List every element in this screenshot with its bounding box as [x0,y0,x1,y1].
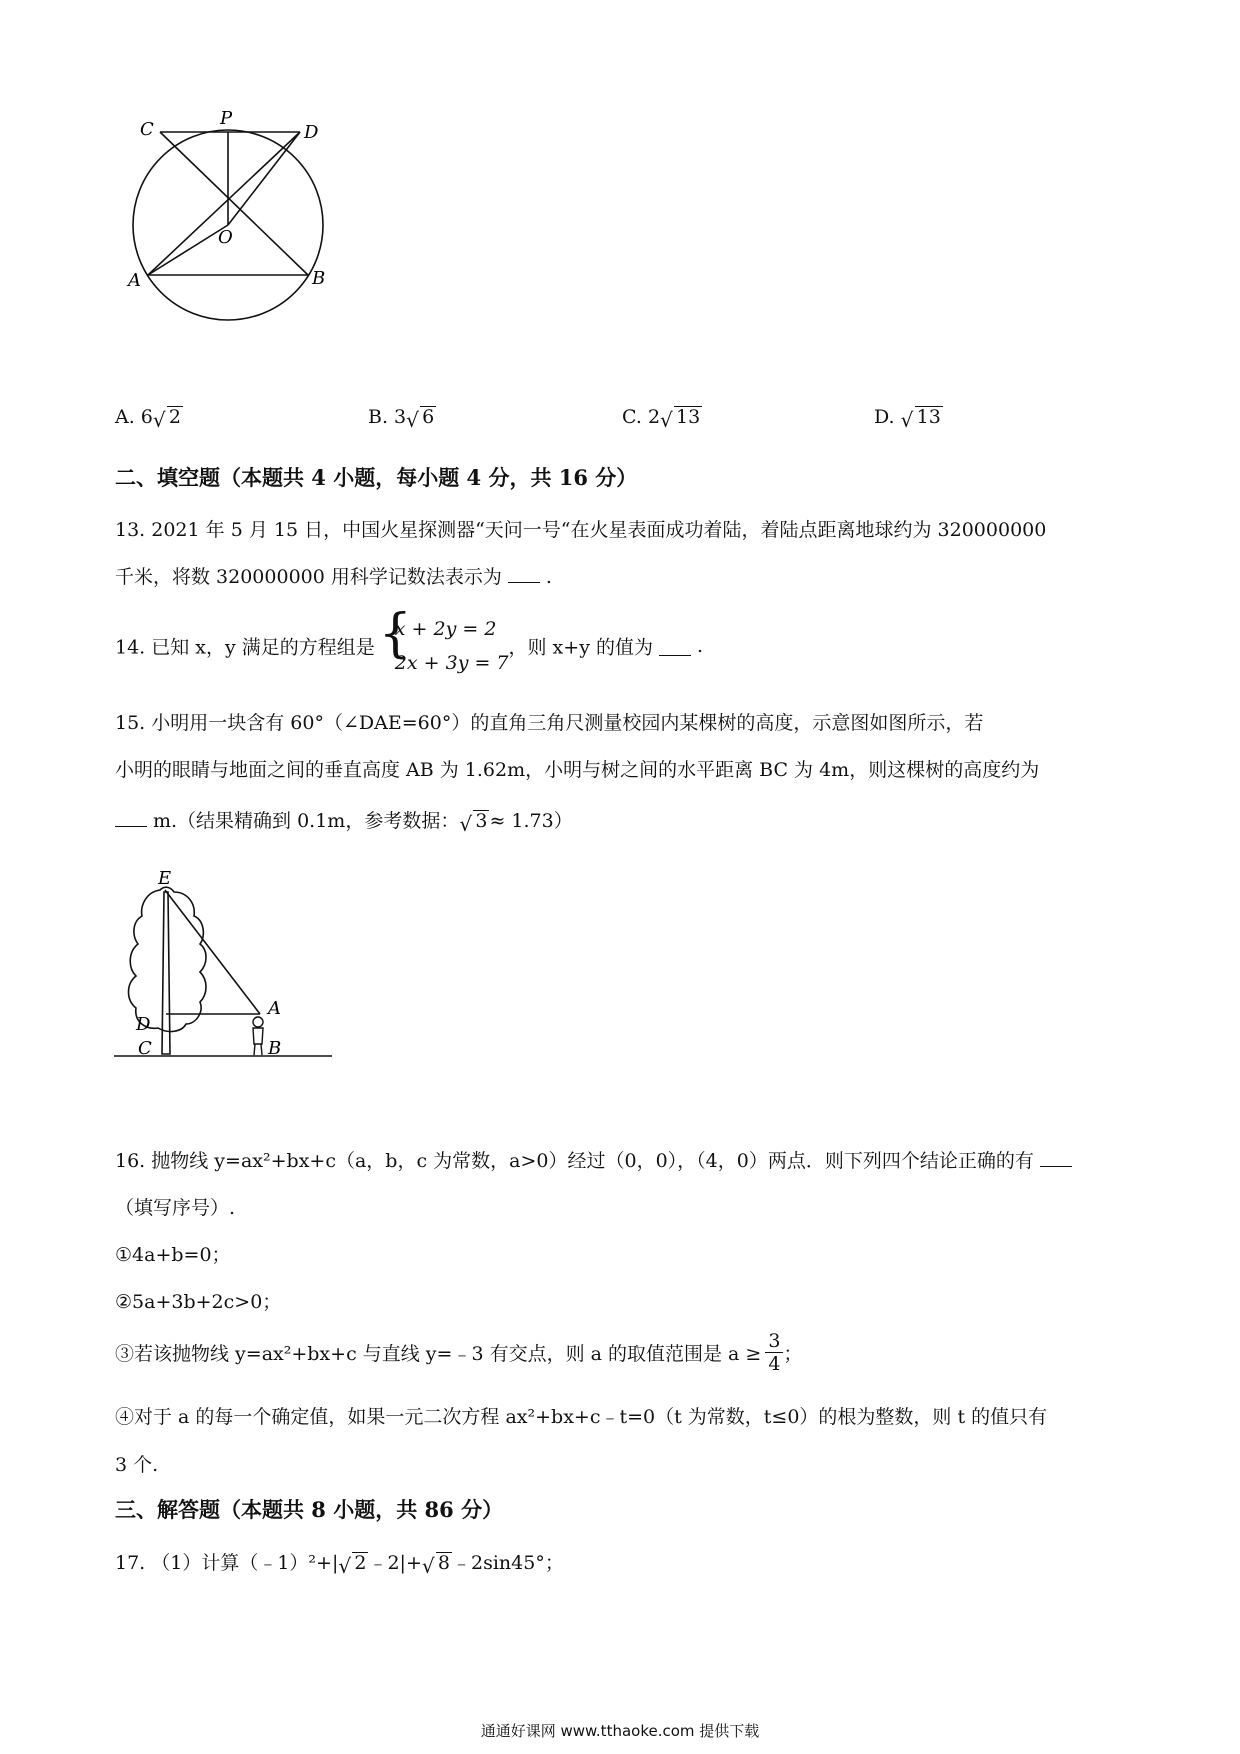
q16-item3: ③若该抛物线 y=ax²+bx+c 与直线 y=﹣3 有交点，则 a 的取值范围是 a ≥ $\frac{3}{4}$ ； [115,1330,803,1375]
answer-blank [115,808,147,827]
label-e: E [158,868,172,889]
equation-system: { x + 2y = 2 2x + 3y = 7 [379,612,509,680]
q16-line1: 16. 抛物线 y=ax²+bx+c（a，b，c 为常数，a>0）经过（0，0），（4，0）两点．则下列四个结论正确的有 [115,1146,1078,1173]
label-a: A [268,998,281,1019]
answer-blank [508,564,540,583]
label-d: D [304,122,319,143]
radicand: 2 [168,406,181,428]
option-a: A. 6 √ 2 [115,406,181,432]
q16-line2: （填写序号）. [115,1197,236,1219]
radicand: 13 [916,406,941,428]
q15-line1: 15. 小明用一块含有 60°（∠DAE=60°）的直角三角尺测量校园内某棵树的高度，示意图如图所示，若 [115,712,984,734]
fraction: $\frac{3}{4}$ [765,1330,783,1375]
q15-line2: 小明的眼睛与地面之间的垂直高度 AB 为 1.62m，小明与树之间的水平距离 BC 为 4m，则这棵树的高度约为 [115,759,1040,781]
option-c: C. 2 √ 13 [622,406,701,432]
answer-blank [1040,1148,1072,1167]
tree-figure [110,862,340,1062]
equation-1: x + 2y = 2 [394,618,497,640]
section2-title: 二、填空题（本题共 4 小题，每小题 4 分，共 16 分） [115,465,638,490]
footer: 通通好课网 www.tthaoke.com 提供下载 [480,1722,760,1740]
label-d: D [136,1014,151,1035]
q13-line2: 千米，将数 320000000 用科学记数法表示为 . [115,566,552,588]
radicand: 6 [422,406,435,428]
q15-line3: m.（结果精确到 0.1m，参考数据： √ 3 ≈ 1.73） [115,806,573,833]
circle-figure [120,110,380,370]
q16-item1: ①4a+b=0； [115,1244,231,1266]
option-b: B. 3 √ 6 [368,406,435,432]
label-b: B [268,1038,282,1059]
section3-title: 三、解答题（本题共 8 小题，共 86 分） [115,1497,504,1522]
equation-2: 2x + 3y = 7 [394,652,509,674]
q16-item2: ②5a+3b+2c>0； [115,1291,282,1313]
q16-item4-line1: ④对于 a 的每一个确定值，如果一元二次方程 ax²+bx+c﹣t=0（t 为常数，t≤0）的根为整数，则 t 的值只有 [115,1406,1048,1428]
q16-item4-line2: 3 个. [115,1454,159,1476]
q14: 14. 已知 x，y 满足的方程组是 { x + 2y = 2 2x + 3y = 7 ，则 x+y 的值为 . [115,612,703,680]
option-d: D. √ 13 [874,406,941,432]
radicand: 13 [676,406,701,428]
answer-blank [659,637,691,656]
q13-line1: 13. 2021 年 5 月 15 日，中国火星探测器“天问一号“在火星表面成功着陆，着陆点距离地球约为 320000000 [115,519,1047,541]
label-c: C [140,119,154,140]
q17: 17. （1）计算（﹣1）²+| √ 2 ﹣2|+ √ 8 ﹣2sin45°； [115,1552,564,1578]
label-b: B [312,268,326,289]
label-p: P [220,110,233,129]
label-o: O [218,227,233,248]
label-c: C [138,1038,152,1059]
label-a: A [128,270,141,291]
